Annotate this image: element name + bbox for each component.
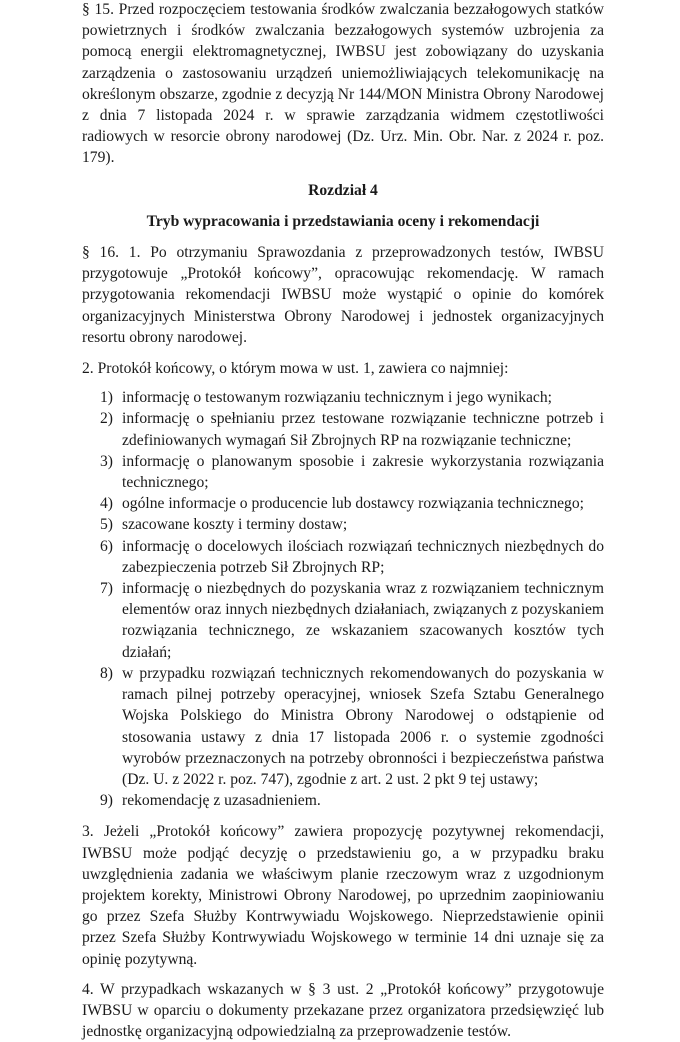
list-item: [82, 451, 604, 493]
list-item-number: 1): [100, 389, 113, 407]
list-item: [82, 663, 604, 790]
list-item-number: 3): [100, 452, 113, 470]
paragraph-16-3: 3. Jeżeli „Protokół końcowy” zawiera propozycję pozytywnej rekomendacji, IWBSU może podjąć decyzję o przedstawieniu go, a w przypadku braku uwzględnienia zadania we właściwym planie rzeczowym wraz z uzgodnionym projektem korekty, Ministrowi Obrony Narodowej, po uprzednim zaopiniowaniu go przez Szefa Służby Kontrwywiadu Wojskowego. Nieprzedstawienie opinii przez Szefa Służby Kontrwywiadu Wojskowego w terminie 14 dni uznaje się za opinię pozytywną.: [82, 823, 604, 968]
list-item-text: rekomendację z uzasadnieniem.: [122, 792, 321, 810]
document-page: [82, 0, 604, 1042]
list-item: [82, 578, 604, 663]
list-item-text: szacowane koszty i terminy dostaw;: [122, 516, 348, 534]
requirements-list: [82, 387, 604, 811]
list-item-text: informację o docelowych ilościach rozwiązań technicznych niezbędnych do zabezpieczenia potrzeb Sił Zbrojnych RP;: [122, 537, 604, 576]
list-item-number: 5): [100, 516, 113, 534]
paragraph-16-2: 2. Protokół końcowy, o którym mowa w ust. 1, zawiera co najmniej:: [82, 360, 509, 378]
list-item-text: informację o spełnianiu przez testowane rozwiązanie techniczne potrzeb i zdefiniowanych wymagań Sił Zbrojnych RP na rozwiązanie techniczne;: [122, 410, 604, 449]
list-item: [82, 514, 604, 535]
list-item-text: ogólne informacje o producencie lub dostawcy rozwiązania technicznego;: [122, 495, 584, 513]
list-item: [82, 387, 604, 408]
paragraph-16-1: § 16. 1. Po otrzymaniu Sprawozdania z przeprowadzonych testów, IWBSU przygotowuje „Protokół końcowy”, opracowując rekomendację. W ramach przygotowania rekomendacji IWBSU może wystąpić o opinie do komórek organizacyjnych Ministerstwa Obrony Narodowej i jednostek organizacyjnych resortu obrony narodowej.: [82, 244, 604, 346]
list-item-text: informację o niezbędnych do pozyskania wraz z rozwiązaniem technicznym elementów oraz innych niezbędnych działaniach, związanych z pozyskaniem rozwiązania technicznego, ze wskazaniem szacowanych kosztów tych działań;: [122, 580, 604, 661]
paragraph-15: § 15. Przed rozpoczęciem testowania środków zwalczania bezzałogowych statków powietrznych i środków zwalczania bezzałogowych systemów uzbrojenia za pomocą energii elektromagnetycznej, IWBSU jest zobowiązany do uzyskania zarządzenia o zastosowaniu urządzeń uniemożliwiających telekomunikację na określonym obszarze, zgodnie z decyzją Nr 144/MON Ministra Obrony Narodowej z dnia 7 listopada 2024 r. w sprawie zarządzania widmem częstotliwości radiowych w resorcie obrony narodowej (Dz. Urz. Min. Obr. Nar. z 2024 r. poz. 179).: [82, 1, 604, 167]
list-item: [82, 536, 604, 578]
chapter-title: Rozdział 4: [308, 181, 378, 199]
list-item-number: 2): [100, 410, 113, 428]
list-item-number: 4): [100, 495, 113, 513]
paragraph-16-4: 4. W przypadkach wskazanych w § 3 ust. 2 „Protokół końcowy” przygotowuje IWBSU w oparciu o dokumenty przekazane przez organizatora przedsięwzięć lub jednostkę organizacyjną odpowiedzialną za przeprowadzenie testów.: [82, 980, 604, 1041]
list-item-text: informację o testowanym rozwiązaniu technicznym i jego wynikach;: [122, 389, 552, 407]
list-item-number: 8): [100, 664, 113, 682]
list-item-number: 9): [100, 792, 113, 810]
list-item-number: 7): [100, 580, 113, 598]
list-item-number: 6): [100, 537, 113, 555]
list-item: [82, 493, 604, 514]
list-item-text: w przypadku rozwiązań technicznych rekomendowanych do pozyskania w ramach pilnej potrzeby operacyjnej, wniosek Szefa Sztabu Generalnego Wojska Polskiego do Ministra Obrony Narodowej o odstąpienie od stosowania ustawy z dnia 17 listopada 2006 r. o systemie zgodności wyrobów przeznaczonych na potrzeby obronności i bezpieczeństwa państwa (Dz. U. z 2022 r. poz. 747), zgodnie z art. 2 ust. 2 pkt 9 tej ustawy;: [122, 664, 604, 788]
chapter-subtitle: Tryb wypracowania i przedstawiania oceny i rekomendacji: [146, 212, 540, 230]
list-item-text: informację o planowanym sposobie i zakresie wykorzystania rozwiązania technicznego;: [122, 452, 604, 492]
list-item: [82, 408, 604, 450]
